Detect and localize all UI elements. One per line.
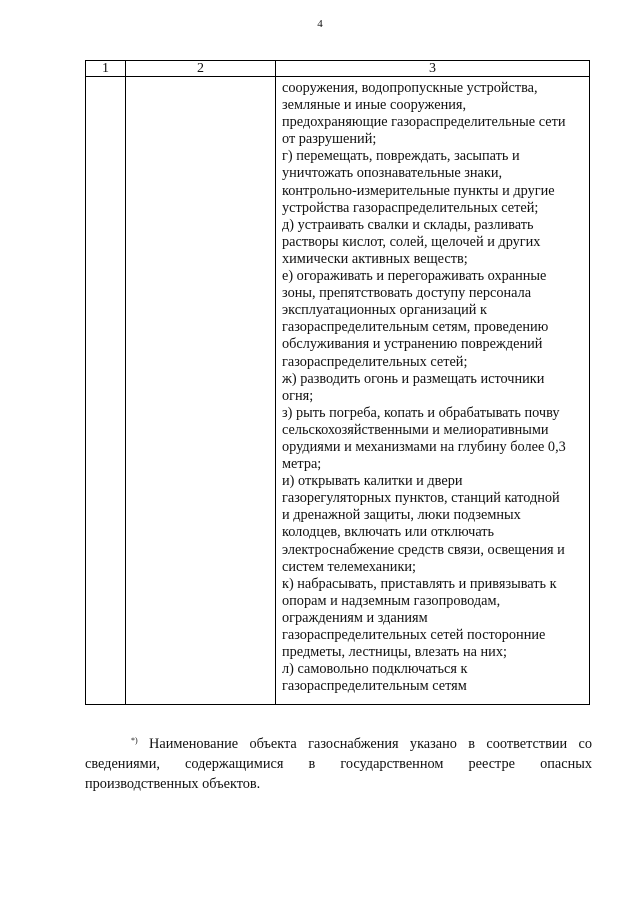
text-line: контрольно-измерительные пункты и другие xyxy=(282,182,555,199)
text-line: з) рыть погреба, копать и обрабатывать почву xyxy=(282,404,560,421)
footnote-line-1 xyxy=(85,731,592,754)
text-line: орудиями и механизмами на глубину более 0,3 xyxy=(282,438,566,455)
page-number: 4 xyxy=(317,18,323,30)
text-line: и) открывать калитки и двери xyxy=(282,473,463,490)
text-line: обслуживания и устранению повреждений xyxy=(282,336,543,353)
header-col-1: 1 xyxy=(86,61,126,77)
text-line: к) набрасывать, приставлять и привязывать к xyxy=(282,575,557,592)
text-line: газораспределительным сетям, проведению xyxy=(282,319,549,336)
text-line: опорам и надземным газопроводам, xyxy=(282,592,501,609)
text-line: сооружения, водопропускные устройства, xyxy=(282,80,538,96)
text-line: предметы, лестницы, влезать на них; xyxy=(282,644,507,661)
header-col-3: 3 xyxy=(276,61,590,77)
text-line: сельскохозяйственными и мелиоративными xyxy=(282,421,549,438)
header-col-2: 2 xyxy=(126,61,276,77)
text-line: г) перемещать, повреждать, засыпать и xyxy=(282,148,520,165)
footnote-line-3: производственных объектов. xyxy=(85,776,261,792)
text-line: газораспределительных сетей; xyxy=(282,353,468,370)
text-line: земляные и иные сооружения, xyxy=(282,97,467,114)
text-line: электроснабжение средств связи, освещения и xyxy=(282,541,565,558)
cell-col-1 xyxy=(86,77,126,705)
cell-col-3 xyxy=(276,77,590,705)
table-row xyxy=(86,77,590,705)
cell-col-2 xyxy=(126,77,276,705)
text-line: ограждениям и зданиям xyxy=(282,609,428,626)
text-line: газораспределительных сетей посторонние xyxy=(282,627,546,643)
text-line: устройства газораспределительных сетей; xyxy=(282,199,539,216)
text-line: химически активных веществ; xyxy=(282,250,468,267)
data-table xyxy=(85,60,590,705)
text-line: е) огораживать и перегораживать охранные xyxy=(282,268,547,285)
text-line: ж) разводить огонь и размещать источники xyxy=(282,370,545,387)
text-line: от разрушений; xyxy=(282,131,377,148)
table-header-row xyxy=(86,61,590,77)
text-line: предохраняющие газораспределительные сети xyxy=(282,114,566,131)
text-line: газорегуляторных пунктов, станций катодной xyxy=(282,490,560,507)
text-line: л) самовольно подключаться к xyxy=(282,661,468,678)
text-line: систем телемеханики; xyxy=(282,558,417,575)
text-line: уничтожать опознавательные знаки, xyxy=(282,165,503,182)
footnote-marker: *) xyxy=(131,736,138,745)
text-line: д) устраивать свалки и склады, разливать xyxy=(282,216,534,233)
text-line: эксплуатационных организаций к xyxy=(282,302,487,319)
footnote-text-1: Наименование объекта газоснабжения указано в соответствии со xyxy=(149,736,593,752)
text-line: и дренажной защиты, люки подземных xyxy=(282,507,521,524)
text-line: метра; xyxy=(282,456,322,473)
text-line: колодцев, включать или отключать xyxy=(282,524,495,541)
text-line: зоны, препятствовать доступу персонала xyxy=(282,285,532,302)
footnote xyxy=(85,731,592,794)
text-line: растворы кислот, солей, щелочей и других xyxy=(282,233,541,250)
text-line: газораспределительным сетям xyxy=(282,678,467,695)
text-line: огня; xyxy=(282,387,314,404)
footnote-line-2: сведениями, содержащимися в государственном реестре опасных xyxy=(85,756,592,772)
